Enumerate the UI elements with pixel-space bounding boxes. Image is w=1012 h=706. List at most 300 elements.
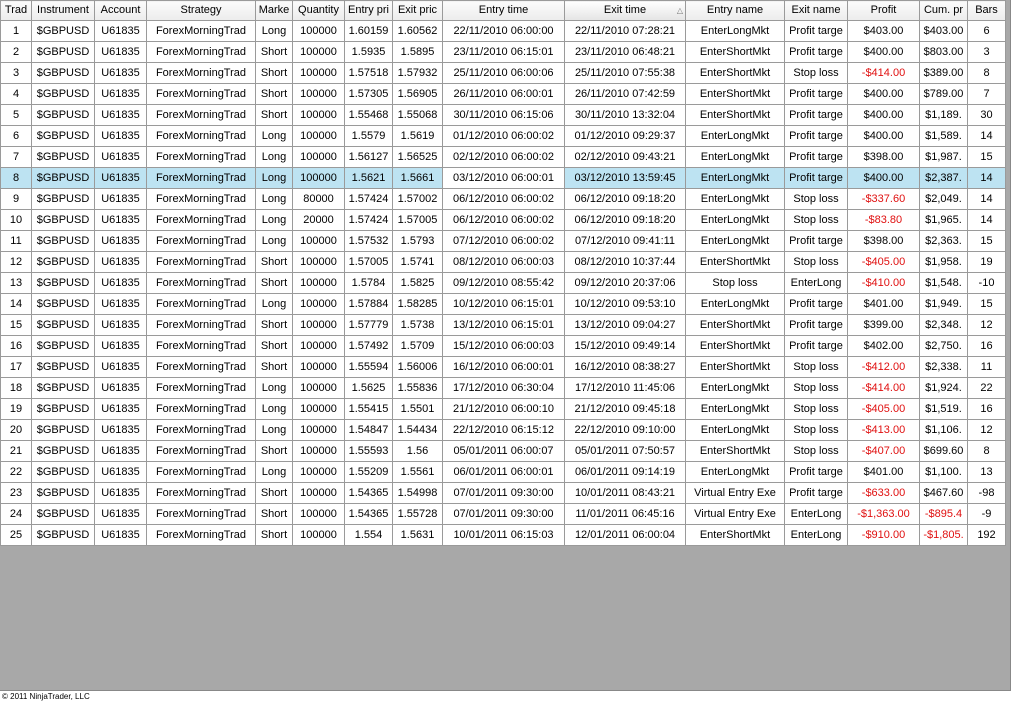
cell-strategy[interactable]: ForexMorningTrad <box>147 315 256 336</box>
cell-entry-price[interactable]: 1.54847 <box>345 420 393 441</box>
cell-cum-profit[interactable]: $2,363. <box>920 231 968 252</box>
cell-exit-price[interactable]: 1.5661 <box>393 168 443 189</box>
cell-instrument[interactable]: $GBPUSD <box>32 399 95 420</box>
table-row[interactable] <box>1 441 1006 462</box>
cell-quantity[interactable]: 100000 <box>293 168 345 189</box>
table-row[interactable] <box>1 126 1006 147</box>
cell-trade-number[interactable]: 20 <box>1 420 32 441</box>
cell-cum-profit[interactable]: $1,100. <box>920 462 968 483</box>
cell-exit-price[interactable]: 1.56 <box>393 441 443 462</box>
cell-account[interactable]: U61835 <box>95 462 147 483</box>
cell-entry-name[interactable]: EnterLongMkt <box>686 378 785 399</box>
cell-instrument[interactable]: $GBPUSD <box>32 462 95 483</box>
cell-exit-name[interactable]: Stop loss <box>785 378 848 399</box>
cell-instrument[interactable]: $GBPUSD <box>32 42 95 63</box>
cell-quantity[interactable]: 100000 <box>293 504 345 525</box>
column-header-entry-price[interactable] <box>345 1 393 21</box>
cell-bars[interactable]: 30 <box>968 105 1006 126</box>
cell-instrument[interactable]: $GBPUSD <box>32 105 95 126</box>
cell-exit-price[interactable]: 1.57005 <box>393 210 443 231</box>
cell-entry-name[interactable]: EnterShortMkt <box>686 252 785 273</box>
cell-trade-number[interactable]: 2 <box>1 42 32 63</box>
cell-profit[interactable]: $399.00 <box>848 315 920 336</box>
cell-entry-name[interactable]: EnterLongMkt <box>686 168 785 189</box>
cell-trade-number[interactable]: 21 <box>1 441 32 462</box>
cell-exit-name[interactable]: Profit targe <box>785 483 848 504</box>
cell-cum-profit[interactable]: $1,965. <box>920 210 968 231</box>
cell-exit-time[interactable]: 06/01/2011 09:14:19 <box>565 462 686 483</box>
cell-entry-time[interactable]: 06/12/2010 06:00:02 <box>443 189 565 210</box>
column-header-entry-time[interactable] <box>443 1 565 21</box>
cell-cum-profit[interactable]: $1,189. <box>920 105 968 126</box>
cell-strategy[interactable]: ForexMorningTrad <box>147 294 256 315</box>
cell-exit-time[interactable]: 22/11/2010 07:28:21 <box>565 21 686 42</box>
table-row[interactable] <box>1 21 1006 42</box>
cell-market-position[interactable]: Long <box>256 168 293 189</box>
cell-exit-name[interactable]: Profit targe <box>785 84 848 105</box>
cell-entry-price[interactable]: 1.57532 <box>345 231 393 252</box>
cell-exit-time[interactable]: 08/12/2010 10:37:44 <box>565 252 686 273</box>
cell-entry-price[interactable]: 1.56127 <box>345 147 393 168</box>
cell-entry-name[interactable]: EnterShortMkt <box>686 336 785 357</box>
cell-exit-price[interactable]: 1.58285 <box>393 294 443 315</box>
cell-instrument[interactable]: $GBPUSD <box>32 21 95 42</box>
cell-entry-price[interactable]: 1.57424 <box>345 210 393 231</box>
cell-profit[interactable]: -$633.00 <box>848 483 920 504</box>
cell-entry-name[interactable]: EnterShortMkt <box>686 84 785 105</box>
cell-entry-time[interactable]: 25/11/2010 06:00:06 <box>443 63 565 84</box>
cell-account[interactable]: U61835 <box>95 42 147 63</box>
cell-market-position[interactable]: Short <box>256 483 293 504</box>
cell-entry-name[interactable]: Virtual Entry Exe <box>686 483 785 504</box>
cell-entry-time[interactable]: 10/01/2011 06:15:03 <box>443 525 565 546</box>
cell-exit-name[interactable]: EnterLong <box>785 525 848 546</box>
cell-account[interactable]: U61835 <box>95 336 147 357</box>
table-row[interactable] <box>1 168 1006 189</box>
cell-exit-price[interactable]: 1.56006 <box>393 357 443 378</box>
cell-trade-number[interactable]: 23 <box>1 483 32 504</box>
cell-trade-number[interactable]: 11 <box>1 231 32 252</box>
cell-quantity[interactable]: 100000 <box>293 462 345 483</box>
cell-entry-name[interactable]: EnterLongMkt <box>686 420 785 441</box>
table-row[interactable] <box>1 462 1006 483</box>
cell-trade-number[interactable]: 22 <box>1 462 32 483</box>
cell-entry-time[interactable]: 09/12/2010 08:55:42 <box>443 273 565 294</box>
cell-quantity[interactable]: 100000 <box>293 42 345 63</box>
cell-entry-name[interactable]: EnterLongMkt <box>686 21 785 42</box>
cell-strategy[interactable]: ForexMorningTrad <box>147 504 256 525</box>
cell-exit-time[interactable]: 06/12/2010 09:18:20 <box>565 210 686 231</box>
cell-exit-time[interactable]: 21/12/2010 09:45:18 <box>565 399 686 420</box>
cell-account[interactable]: U61835 <box>95 252 147 273</box>
cell-market-position[interactable]: Long <box>256 399 293 420</box>
cell-profit[interactable]: -$83.80 <box>848 210 920 231</box>
cell-entry-name[interactable]: EnterLongMkt <box>686 462 785 483</box>
cell-instrument[interactable]: $GBPUSD <box>32 147 95 168</box>
cell-entry-name[interactable]: EnterShortMkt <box>686 315 785 336</box>
cell-cum-profit[interactable]: $467.60 <box>920 483 968 504</box>
cell-strategy[interactable]: ForexMorningTrad <box>147 357 256 378</box>
cell-account[interactable]: U61835 <box>95 21 147 42</box>
cell-exit-price[interactable]: 1.54998 <box>393 483 443 504</box>
cell-entry-price[interactable]: 1.5579 <box>345 126 393 147</box>
cell-exit-price[interactable]: 1.5793 <box>393 231 443 252</box>
cell-quantity[interactable]: 100000 <box>293 315 345 336</box>
cell-instrument[interactable]: $GBPUSD <box>32 504 95 525</box>
cell-entry-time[interactable]: 15/12/2010 06:00:03 <box>443 336 565 357</box>
cell-quantity[interactable]: 100000 <box>293 126 345 147</box>
cell-exit-name[interactable]: Stop loss <box>785 399 848 420</box>
cell-entry-name[interactable]: EnterShortMkt <box>686 42 785 63</box>
table-row[interactable] <box>1 147 1006 168</box>
cell-exit-name[interactable]: Profit targe <box>785 168 848 189</box>
cell-exit-name[interactable]: Profit targe <box>785 231 848 252</box>
cell-instrument[interactable]: $GBPUSD <box>32 357 95 378</box>
cell-profit[interactable]: -$1,363.00 <box>848 504 920 525</box>
cell-market-position[interactable]: Short <box>256 336 293 357</box>
cell-cum-profit[interactable]: $389.00 <box>920 63 968 84</box>
cell-entry-time[interactable]: 03/12/2010 06:00:01 <box>443 168 565 189</box>
cell-exit-time[interactable]: 12/01/2011 06:00:04 <box>565 525 686 546</box>
cell-exit-name[interactable]: Profit targe <box>785 336 848 357</box>
cell-profit[interactable]: -$410.00 <box>848 273 920 294</box>
cell-bars[interactable]: 3 <box>968 42 1006 63</box>
cell-strategy[interactable]: ForexMorningTrad <box>147 525 256 546</box>
cell-exit-time[interactable]: 07/12/2010 09:41:11 <box>565 231 686 252</box>
cell-bars[interactable]: 12 <box>968 420 1006 441</box>
table-row[interactable] <box>1 357 1006 378</box>
table-row[interactable] <box>1 525 1006 546</box>
cell-market-position[interactable]: Short <box>256 252 293 273</box>
cell-profit[interactable]: $400.00 <box>848 126 920 147</box>
table-row[interactable] <box>1 483 1006 504</box>
cell-trade-number[interactable]: 18 <box>1 378 32 399</box>
cell-cum-profit[interactable]: $789.00 <box>920 84 968 105</box>
cell-account[interactable]: U61835 <box>95 294 147 315</box>
cell-instrument[interactable]: $GBPUSD <box>32 84 95 105</box>
cell-account[interactable]: U61835 <box>95 378 147 399</box>
cell-market-position[interactable]: Short <box>256 63 293 84</box>
cell-exit-price[interactable]: 1.54434 <box>393 420 443 441</box>
cell-instrument[interactable]: $GBPUSD <box>32 189 95 210</box>
cell-trade-number[interactable]: 13 <box>1 273 32 294</box>
cell-entry-time[interactable]: 07/01/2011 09:30:00 <box>443 483 565 504</box>
cell-entry-time[interactable]: 05/01/2011 06:00:07 <box>443 441 565 462</box>
table-row[interactable] <box>1 42 1006 63</box>
cell-cum-profit[interactable]: $1,924. <box>920 378 968 399</box>
cell-cum-profit[interactable]: $403.00 <box>920 21 968 42</box>
cell-entry-time[interactable]: 22/11/2010 06:00:00 <box>443 21 565 42</box>
cell-trade-number[interactable]: 19 <box>1 399 32 420</box>
cell-profit[interactable]: -$412.00 <box>848 357 920 378</box>
cell-entry-price[interactable]: 1.57518 <box>345 63 393 84</box>
cell-bars[interactable]: 8 <box>968 441 1006 462</box>
cell-exit-price[interactable]: 1.57002 <box>393 189 443 210</box>
cell-exit-name[interactable]: Stop loss <box>785 210 848 231</box>
cell-account[interactable]: U61835 <box>95 126 147 147</box>
cell-profit[interactable]: -$405.00 <box>848 252 920 273</box>
table-row[interactable] <box>1 273 1006 294</box>
cell-account[interactable]: U61835 <box>95 231 147 252</box>
cell-profit[interactable]: $400.00 <box>848 168 920 189</box>
cell-bars[interactable]: 15 <box>968 147 1006 168</box>
cell-strategy[interactable]: ForexMorningTrad <box>147 231 256 252</box>
column-header-entry-name[interactable] <box>686 1 785 21</box>
cell-entry-price[interactable]: 1.55593 <box>345 441 393 462</box>
table-row[interactable] <box>1 210 1006 231</box>
cell-bars[interactable]: -9 <box>968 504 1006 525</box>
cell-instrument[interactable]: $GBPUSD <box>32 315 95 336</box>
cell-strategy[interactable]: ForexMorningTrad <box>147 21 256 42</box>
cell-quantity[interactable]: 100000 <box>293 147 345 168</box>
cell-entry-price[interactable]: 1.5935 <box>345 42 393 63</box>
cell-exit-time[interactable]: 05/01/2011 07:50:57 <box>565 441 686 462</box>
table-row[interactable] <box>1 252 1006 273</box>
cell-trade-number[interactable]: 10 <box>1 210 32 231</box>
cell-exit-name[interactable]: Stop loss <box>785 63 848 84</box>
cell-market-position[interactable]: Short <box>256 504 293 525</box>
cell-profit[interactable]: -$414.00 <box>848 378 920 399</box>
cell-entry-price[interactable]: 1.554 <box>345 525 393 546</box>
cell-exit-time[interactable]: 10/01/2011 08:43:21 <box>565 483 686 504</box>
cell-cum-profit[interactable]: $1,987. <box>920 147 968 168</box>
cell-quantity[interactable]: 100000 <box>293 399 345 420</box>
cell-cum-profit[interactable]: $2,387. <box>920 168 968 189</box>
cell-quantity[interactable]: 100000 <box>293 63 345 84</box>
cell-instrument[interactable]: $GBPUSD <box>32 336 95 357</box>
cell-account[interactable]: U61835 <box>95 420 147 441</box>
cell-entry-time[interactable]: 21/12/2010 06:00:10 <box>443 399 565 420</box>
cell-exit-name[interactable]: Profit targe <box>785 42 848 63</box>
cell-strategy[interactable]: ForexMorningTrad <box>147 420 256 441</box>
cell-bars[interactable]: 16 <box>968 399 1006 420</box>
cell-account[interactable]: U61835 <box>95 105 147 126</box>
cell-exit-name[interactable]: Profit targe <box>785 105 848 126</box>
cell-bars[interactable]: 11 <box>968 357 1006 378</box>
cell-exit-time[interactable]: 10/12/2010 09:53:10 <box>565 294 686 315</box>
cell-market-position[interactable]: Short <box>256 105 293 126</box>
cell-entry-name[interactable]: EnterShortMkt <box>686 525 785 546</box>
cell-entry-price[interactable]: 1.57884 <box>345 294 393 315</box>
cell-exit-name[interactable]: EnterLong <box>785 273 848 294</box>
cell-strategy[interactable]: ForexMorningTrad <box>147 105 256 126</box>
cell-bars[interactable]: 14 <box>968 126 1006 147</box>
cell-account[interactable]: U61835 <box>95 357 147 378</box>
cell-quantity[interactable]: 100000 <box>293 336 345 357</box>
cell-account[interactable]: U61835 <box>95 525 147 546</box>
cell-entry-price[interactable]: 1.57005 <box>345 252 393 273</box>
cell-entry-price[interactable]: 1.55209 <box>345 462 393 483</box>
cell-exit-time[interactable]: 09/12/2010 20:37:06 <box>565 273 686 294</box>
cell-market-position[interactable]: Short <box>256 441 293 462</box>
cell-strategy[interactable]: ForexMorningTrad <box>147 189 256 210</box>
cell-profit[interactable]: -$405.00 <box>848 399 920 420</box>
cell-instrument[interactable]: $GBPUSD <box>32 63 95 84</box>
cell-market-position[interactable]: Short <box>256 273 293 294</box>
table-row[interactable] <box>1 378 1006 399</box>
cell-profit[interactable]: $398.00 <box>848 147 920 168</box>
cell-quantity[interactable]: 100000 <box>293 21 345 42</box>
cell-cum-profit[interactable]: $1,548. <box>920 273 968 294</box>
cell-entry-name[interactable]: EnterLongMkt <box>686 294 785 315</box>
cell-market-position[interactable]: Short <box>256 42 293 63</box>
cell-exit-name[interactable]: Profit targe <box>785 294 848 315</box>
cell-market-position[interactable]: Short <box>256 84 293 105</box>
cell-strategy[interactable]: ForexMorningTrad <box>147 210 256 231</box>
cell-instrument[interactable]: $GBPUSD <box>32 378 95 399</box>
cell-market-position[interactable]: Long <box>256 189 293 210</box>
table-row[interactable] <box>1 504 1006 525</box>
cell-quantity[interactable]: 100000 <box>293 252 345 273</box>
cell-bars[interactable]: 14 <box>968 210 1006 231</box>
cell-exit-time[interactable]: 23/11/2010 06:48:21 <box>565 42 686 63</box>
cell-entry-name[interactable]: EnterShortMkt <box>686 105 785 126</box>
cell-strategy[interactable]: ForexMorningTrad <box>147 273 256 294</box>
cell-exit-name[interactable]: Profit targe <box>785 147 848 168</box>
cell-cum-profit[interactable]: $1,519. <box>920 399 968 420</box>
cell-entry-price[interactable]: 1.54365 <box>345 504 393 525</box>
cell-exit-time[interactable]: 11/01/2011 06:45:16 <box>565 504 686 525</box>
cell-entry-name[interactable]: EnterLongMkt <box>686 231 785 252</box>
cell-bars[interactable]: 12 <box>968 315 1006 336</box>
column-header-profit[interactable] <box>848 1 920 21</box>
cell-entry-name[interactable]: Virtual Entry Exe <box>686 504 785 525</box>
cell-profit[interactable]: $401.00 <box>848 462 920 483</box>
cell-bars[interactable]: -10 <box>968 273 1006 294</box>
cell-entry-name[interactable]: EnterLongMkt <box>686 126 785 147</box>
cell-bars[interactable]: 13 <box>968 462 1006 483</box>
cell-account[interactable]: U61835 <box>95 189 147 210</box>
cell-entry-price[interactable]: 1.60159 <box>345 21 393 42</box>
cell-trade-number[interactable]: 9 <box>1 189 32 210</box>
cell-instrument[interactable]: $GBPUSD <box>32 126 95 147</box>
cell-quantity[interactable]: 100000 <box>293 357 345 378</box>
cell-exit-price[interactable]: 1.55836 <box>393 378 443 399</box>
table-row[interactable] <box>1 420 1006 441</box>
cell-entry-price[interactable]: 1.5621 <box>345 168 393 189</box>
table-row[interactable] <box>1 336 1006 357</box>
cell-exit-price[interactable]: 1.5825 <box>393 273 443 294</box>
cell-market-position[interactable]: Long <box>256 147 293 168</box>
cell-market-position[interactable]: Short <box>256 525 293 546</box>
cell-trade-number[interactable]: 14 <box>1 294 32 315</box>
cell-exit-name[interactable]: EnterLong <box>785 504 848 525</box>
column-header-bars[interactable] <box>968 1 1006 21</box>
cell-entry-time[interactable]: 17/12/2010 06:30:04 <box>443 378 565 399</box>
cell-account[interactable]: U61835 <box>95 63 147 84</box>
column-header-exit-time[interactable] <box>565 1 686 21</box>
cell-exit-name[interactable]: Profit targe <box>785 126 848 147</box>
cell-entry-name[interactable]: EnterLongMkt <box>686 399 785 420</box>
cell-account[interactable]: U61835 <box>95 273 147 294</box>
cell-instrument[interactable]: $GBPUSD <box>32 210 95 231</box>
cell-strategy[interactable]: ForexMorningTrad <box>147 42 256 63</box>
cell-entry-price[interactable]: 1.57492 <box>345 336 393 357</box>
cell-exit-time[interactable]: 25/11/2010 07:55:38 <box>565 63 686 84</box>
cell-entry-name[interactable]: EnterLongMkt <box>686 210 785 231</box>
cell-entry-time[interactable]: 26/11/2010 06:00:01 <box>443 84 565 105</box>
cell-entry-price[interactable]: 1.55468 <box>345 105 393 126</box>
cell-instrument[interactable]: $GBPUSD <box>32 525 95 546</box>
cell-exit-time[interactable]: 03/12/2010 13:59:45 <box>565 168 686 189</box>
table-row[interactable] <box>1 399 1006 420</box>
cell-exit-time[interactable]: 16/12/2010 08:38:27 <box>565 357 686 378</box>
cell-entry-time[interactable]: 16/12/2010 06:00:01 <box>443 357 565 378</box>
cell-instrument[interactable]: $GBPUSD <box>32 168 95 189</box>
cell-profit[interactable]: -$414.00 <box>848 63 920 84</box>
cell-exit-price[interactable]: 1.60562 <box>393 21 443 42</box>
cell-exit-price[interactable]: 1.57932 <box>393 63 443 84</box>
cell-account[interactable]: U61835 <box>95 84 147 105</box>
cell-entry-name[interactable]: EnterLongMkt <box>686 147 785 168</box>
cell-entry-name[interactable]: EnterLongMkt <box>686 189 785 210</box>
cell-exit-name[interactable]: Stop loss <box>785 420 848 441</box>
cell-entry-time[interactable]: 08/12/2010 06:00:03 <box>443 252 565 273</box>
cell-trade-number[interactable]: 16 <box>1 336 32 357</box>
cell-market-position[interactable]: Long <box>256 462 293 483</box>
cell-exit-price[interactable]: 1.56905 <box>393 84 443 105</box>
cell-exit-time[interactable]: 06/12/2010 09:18:20 <box>565 189 686 210</box>
cell-exit-name[interactable]: Profit targe <box>785 462 848 483</box>
cell-entry-time[interactable]: 07/12/2010 06:00:02 <box>443 231 565 252</box>
cell-account[interactable]: U61835 <box>95 504 147 525</box>
cell-profit[interactable]: -$337.60 <box>848 189 920 210</box>
cell-exit-price[interactable]: 1.55728 <box>393 504 443 525</box>
cell-quantity[interactable]: 100000 <box>293 84 345 105</box>
cell-cum-profit[interactable]: $1,958. <box>920 252 968 273</box>
cell-bars[interactable]: 15 <box>968 231 1006 252</box>
cell-quantity[interactable]: 100000 <box>293 525 345 546</box>
table-row[interactable] <box>1 294 1006 315</box>
table-row[interactable] <box>1 84 1006 105</box>
cell-trade-number[interactable]: 5 <box>1 105 32 126</box>
cell-exit-name[interactable]: Stop loss <box>785 441 848 462</box>
table-row[interactable] <box>1 315 1006 336</box>
cell-market-position[interactable]: Short <box>256 357 293 378</box>
cell-profit[interactable]: $403.00 <box>848 21 920 42</box>
cell-quantity[interactable]: 100000 <box>293 420 345 441</box>
table-row[interactable] <box>1 105 1006 126</box>
column-header-trade-number[interactable] <box>1 1 32 21</box>
cell-cum-profit[interactable]: $1,949. <box>920 294 968 315</box>
cell-exit-time[interactable]: 30/11/2010 13:32:04 <box>565 105 686 126</box>
cell-exit-price[interactable]: 1.56525 <box>393 147 443 168</box>
cell-cum-profit[interactable]: $803.00 <box>920 42 968 63</box>
cell-market-position[interactable]: Short <box>256 315 293 336</box>
cell-strategy[interactable]: ForexMorningTrad <box>147 336 256 357</box>
cell-entry-price[interactable]: 1.54365 <box>345 483 393 504</box>
cell-account[interactable]: U61835 <box>95 441 147 462</box>
cell-cum-profit[interactable]: $699.60 <box>920 441 968 462</box>
cell-profit[interactable]: $400.00 <box>848 42 920 63</box>
cell-entry-price[interactable]: 1.55415 <box>345 399 393 420</box>
cell-entry-name[interactable]: EnterShortMkt <box>686 357 785 378</box>
cell-instrument[interactable]: $GBPUSD <box>32 273 95 294</box>
column-header-exit-name[interactable] <box>785 1 848 21</box>
cell-bars[interactable]: 15 <box>968 294 1006 315</box>
cell-trade-number[interactable]: 7 <box>1 147 32 168</box>
cell-trade-number[interactable]: 8 <box>1 168 32 189</box>
cell-market-position[interactable]: Long <box>256 21 293 42</box>
cell-bars[interactable]: 14 <box>968 189 1006 210</box>
cell-quantity[interactable]: 100000 <box>293 294 345 315</box>
cell-exit-time[interactable]: 22/12/2010 09:10:00 <box>565 420 686 441</box>
cell-exit-time[interactable]: 13/12/2010 09:04:27 <box>565 315 686 336</box>
cell-cum-profit[interactable]: $2,348. <box>920 315 968 336</box>
cell-entry-time[interactable]: 02/12/2010 06:00:02 <box>443 147 565 168</box>
cell-trade-number[interactable]: 15 <box>1 315 32 336</box>
cell-account[interactable]: U61835 <box>95 399 147 420</box>
